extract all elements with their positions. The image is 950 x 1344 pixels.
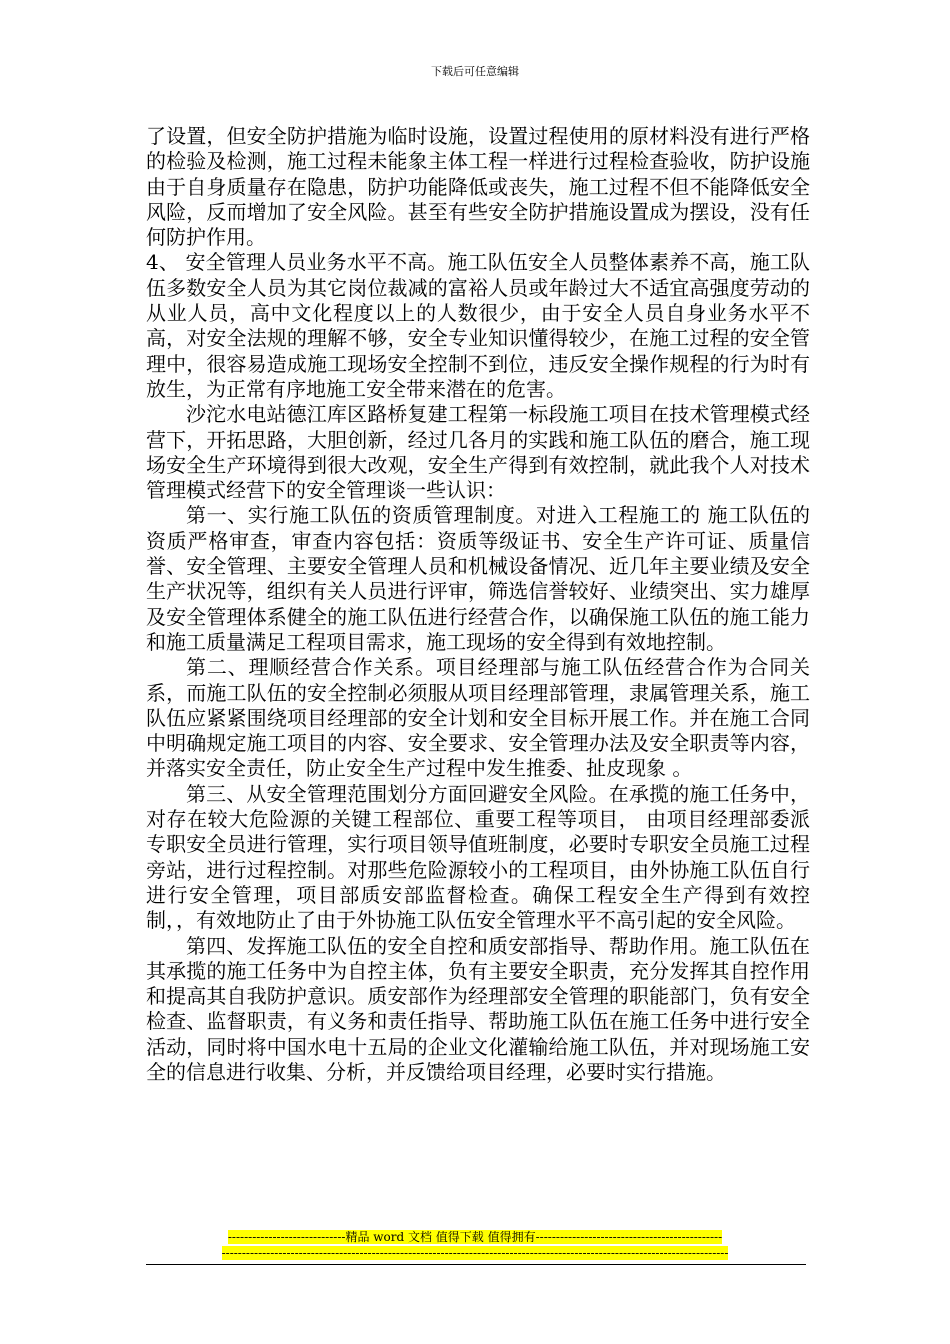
paragraph-1: 了设置，但安全防护措施为临时设施，设置过程使用的原材料没有进行严格的检验及检测，施工过程未能象主体工程一样进行过程检查验收，防护设施由于自身质量存在隐患，防护功能降低或丧失，施工过程不但不能降低安全风险，反而增加了安全风险。甚至有些安全防护措施设置成为摆设，没有任何防护作用。 (146, 124, 810, 250)
paragraph-2: 4、 安全管理人员业务水平不高。施工队伍安全人员整体素养不高，施工队伍多数安全人员为其它岗位裁减的富裕人员或年龄过大不适宜高强度劳动的从业人员，高中文化程度以上的人数很少，由于安全人员自身业务水平不高，对安全法规的理解不够，安全专业知识懂得较少，在施工过程的安全管理中，很容易造成施工现场安全控制不到位，违反安全操作规程的行为时有放生，为正常有序地施工安全带来潜在的危害。 (146, 250, 810, 401)
paragraph-5: 第二、理顺经营合作关系。项目经理部与施工队伍经营合作为合同关系，而施工队伍的安全控制必须服从项目经理部管理，隶属管理关系，施工队伍应紧紧围绕项目经理部的安全计划和安全目标开展工作。并在施工合同中明确规定施工项目的内容、安全要求、安全管理办法及安全职责等内容，并落实安全责任，防止安全生产过程中发生推委、扯皮现象 。 (146, 655, 810, 781)
footer-dash-text: ----------------------------------------------------------------------------------------------------------------------------- (221, 1246, 729, 1260)
paragraph-6: 第三、从安全管理范围划分方面回避安全风险。在承揽的施工任务中，对存在较大危险源的关键工程部位、重要工程等项目， 由项目经理部委派专职安全员进行管理，实行项目领导值班制度，必要时专职安全员施工过程旁站，进行过程控制。对那些危险源较小的工程项目，由外协施工队伍自行进行安全管理，项目部质安部监督检查。确保工程安全生产得到有效控制，，有效地防止了由于外协施工队伍安全管理水平不高引起的安全风险。 (146, 781, 810, 933)
paragraph-3: 沙沱水电站德江库区路桥复建工程第一标段施工项目在技术管理模式经营下，开拓思路，大胆创新，经过几各月的实践和施工队伍的磨合，施工现场安全生产环境得到很大改观，安全生产得到有效控制，就此我个人对技术管理模式经营下的安全管理谈一些认识： (146, 402, 810, 503)
footer-banner (0, 1229, 950, 1245)
footer-rule (146, 1264, 806, 1265)
page-header: 下载后可任意编辑 (431, 65, 519, 78)
paragraph-7: 第四、发挥施工队伍的安全自控和质安部指导、帮助作用。施工队伍在其承揽的施工任务中为自控主体，负有主要安全职责，充分发挥其自控作用和提高其自我防护意识。质安部作为经理部安全管理的职能部门，负有安全检查、监督职责，有义务和责任指导、帮助施工队伍在施工任务中进行安全活动，同时将中国水电十五局的企业文化灌输给施工队伍，并对现场施工安全的信息进行收集、分析，并反馈给项目经理，必要时实行措施。 (146, 933, 810, 1084)
document-body (146, 124, 810, 1085)
footer-banner-text: -----------------------------精品 word 文档 值得下载 值得拥有---------------------------------------------- (227, 1230, 723, 1244)
paragraph-4: 第一、实行施工队伍的资质管理制度。对进入工程施工的 施工队伍的资质严格审查，审查内容包括：资质等级证书、安全生产许可证、质量信誉、安全管理、主要安全管理人员和机械设备情况、近几年主要业绩及安全生产状况等，组织有关人员进行评审，筛选信誉较好、业绩突出、实力雄厚及安全管理体系健全的施工队伍进行经营合作，以确保施工队伍的施工能力和施工质量满足工程项目需求，施工现场的安全得到有效地控制。 (146, 503, 810, 654)
footer-dash-line (0, 1245, 950, 1261)
